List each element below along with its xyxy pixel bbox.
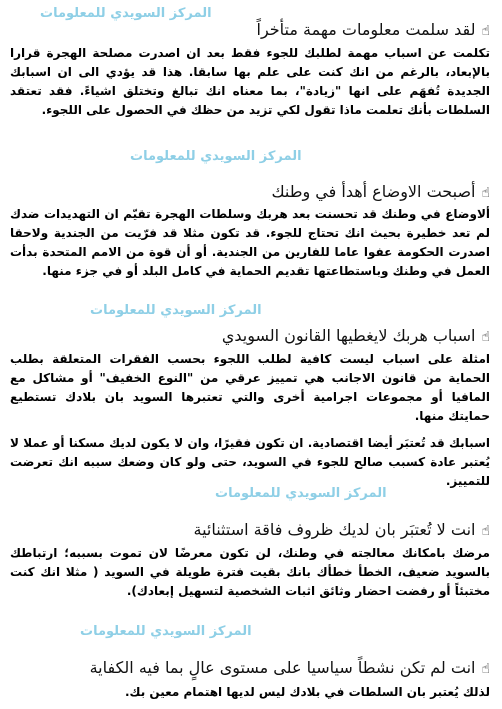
pointing-hand-icon: ☝ <box>481 23 490 39</box>
section-heading: ☝اسباب هربك لايغطيها القانون السويدي <box>221 326 490 345</box>
section-paragraph: اسبابك قد تُعتبَر أيضا اقتصادية. ان تكون فقيرًا، وان لا يكون لديك مسكنا أو عملا لا يُعتبر عادة كسبب صالح للجوء في السويد، حتى ولو كان وضعك سببه انك تعرضت للتمييز. <box>10 436 490 488</box>
pointing-hand-icon: ☝ <box>481 329 490 345</box>
watermark: المركز السويدي للمعلومات <box>130 149 302 164</box>
section-heading: ☝أصبحت الاوضاع أهدأ في وطنك <box>271 182 490 201</box>
section-heading: ☝انت لا تُعتبَر بان لديك ظروف فاقة استثنائية <box>193 520 490 539</box>
pointing-hand-icon: ☝ <box>481 661 490 677</box>
pointing-hand-icon: ☝ <box>481 523 490 539</box>
section-paragraph: مرضك بامكانك معالجته في وطنك، لن تكون معرضًا لان تموت بسببه؛ ارتباطك بالسويد ضعيف، الخطأ خطأك بانك بقيت فترة طويلة في السويد ( مثلا انك كنت مختبئاً أو رفضت احضار وثائق اثبات الشخصية لتسهيل إبعادك). <box>10 546 490 598</box>
section-heading: ☝انت لم تكن نشطاً سياسيا على مستوى عالٍ بما فيه الكفاية <box>89 658 490 677</box>
watermark: المركز السويدي للمعلومات <box>90 303 262 318</box>
watermark: المركز السويدي للمعلومات <box>40 6 212 21</box>
section-paragraph: تكلمت عن اسباب مهمة لطلبك للجوء فقط بعد ان اصدرت مصلحة الهجرة قرارا بالإبعاد، بالرغم من انك كنت على علم بها سابقا. هذا قد يؤدي الى ان اسبابك الجديدة تُفهَم على انها "زيادة"، بما معناه انك تبالغ وتختلق اشياءً. فقد تعتقد السلطات بأنك تعلمت ماذا تقول لكي تزيد من حظك في الحصول على اللجوء. <box>10 46 490 117</box>
section-paragraph: لذلك يُعتبر بان السلطات في بلادك ليس لديها اهتمام معين بك. <box>125 685 490 699</box>
section-paragraph: امثلة على اسباب ليست كافية لطلب اللجوء بحسب الفقرات المتعلقة بطلب الحماية من قانون الاجانب هي تمييز عرقي من "النوع الخفيف" أو مشاكل مع المافيا أو مجموعات اجرامية أخرى والتي تعتبرها السويد بان بلادك تستطيع حمايتك منها. <box>10 352 490 423</box>
watermark: المركز السويدي للمعلومات <box>215 486 387 501</box>
section-heading: ☝لقد سلمت معلومات مهمة متأخراً <box>256 20 490 39</box>
section-paragraph: ألاوضاع في وطنك قد تحسنت بعد هربك وسلطات الهجرة تقيّم ان التهديدات ضدك لم تعد خطيرة بحيث انك تحتاج للجوء. قد تكون مثلا قد فرّيت من الجندية ولاحقا اصدرت الحكومة عفوا عاما للفارين من الجندية. أو أن قوة من الامم المتحدة بدأت العمل في وطنك وباستطاعتها تقديم الحماية في كامل البلد أو في جزء منها. <box>10 207 490 278</box>
watermark: المركز السويدي للمعلومات <box>80 624 252 639</box>
pointing-hand-icon: ☝ <box>481 185 490 201</box>
